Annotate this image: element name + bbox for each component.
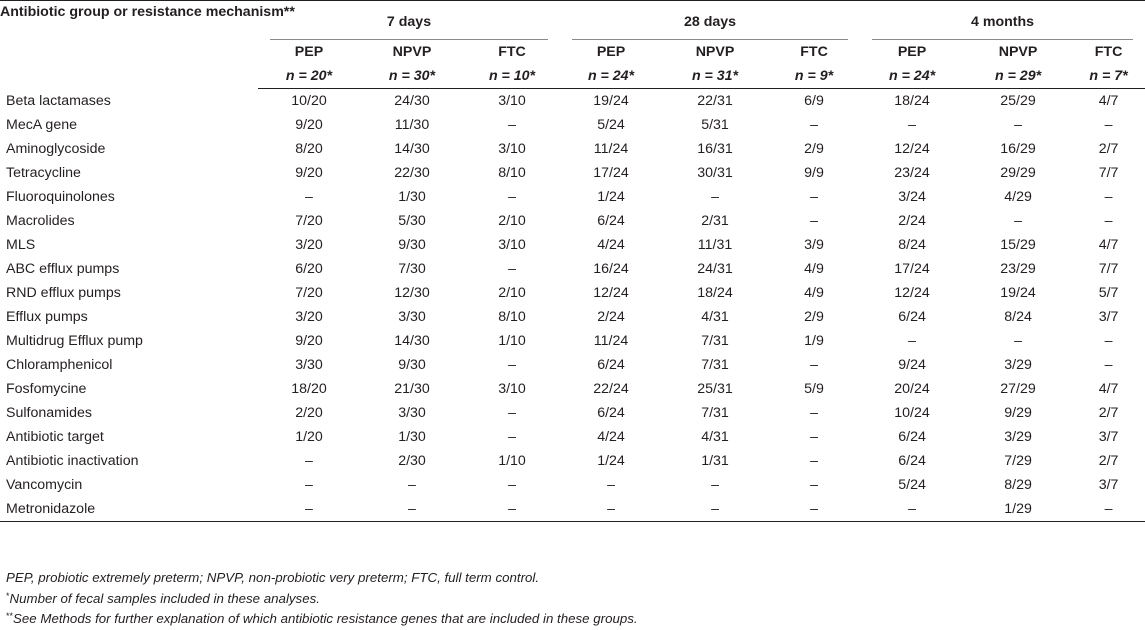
table-cell: 6/24 — [898, 429, 926, 445]
column-header — [560, 40, 662, 89]
table-cell: 18/24 — [697, 285, 733, 301]
table-cell: 4/31 — [701, 429, 729, 445]
table-cell: 3/30 — [398, 405, 426, 421]
table-cell: 3/10 — [498, 93, 526, 109]
table-cell: 3/20 — [295, 309, 323, 325]
table-row — [0, 113, 1145, 137]
column-header — [860, 40, 964, 89]
table-cell: 19/24 — [1000, 285, 1036, 301]
table-cell: 1/20 — [295, 429, 323, 445]
group-header-7-days: 7 days — [258, 0, 560, 40]
column-sample-size: n = 31* — [691, 68, 739, 84]
table-cell: – — [1104, 333, 1113, 349]
table-cell: 4/7 — [1098, 237, 1119, 253]
table-cell: 1/9 — [804, 333, 824, 349]
table-cell: 25/29 — [1000, 93, 1036, 109]
column-name: PEP — [897, 44, 927, 60]
table-cell: 19/24 — [593, 93, 629, 109]
table-cell: 3/24 — [898, 189, 926, 205]
table-cell: – — [1104, 117, 1113, 133]
table-cell: 12/24 — [894, 285, 930, 301]
table-cell: 2/24 — [898, 213, 926, 229]
table-cell: 9/29 — [1004, 405, 1032, 421]
table-row — [0, 185, 1145, 209]
row-label: Metronidazole — [0, 497, 258, 522]
table-cell: 25/31 — [697, 381, 733, 397]
table-cell: 9/20 — [295, 333, 323, 349]
table-cell: 1/24 — [597, 453, 625, 469]
column-header — [360, 40, 464, 89]
table-cell: 10/24 — [894, 405, 930, 421]
table-cell: – — [1104, 189, 1113, 205]
table-cell: 22/30 — [394, 165, 430, 181]
column-sample-size: n = 24* — [587, 68, 635, 84]
table-cell: 1/24 — [597, 189, 625, 205]
table-cell: – — [305, 189, 313, 205]
table-cell: – — [508, 189, 516, 205]
row-label: Chloramphenicol — [6, 357, 113, 373]
table-cell: 15/29 — [1000, 237, 1036, 253]
table-cell: – — [810, 453, 818, 469]
table-cell: – — [860, 497, 964, 522]
table-cell: – — [508, 357, 516, 373]
column-sample-size: n = 30* — [388, 68, 436, 84]
table-cell: 20/24 — [894, 381, 930, 397]
table-cell: 1/10 — [498, 333, 526, 349]
table-cell: – — [1014, 117, 1022, 133]
table-row — [0, 473, 1145, 497]
table-cell: 11/30 — [394, 117, 430, 133]
table-cell: – — [810, 429, 818, 445]
table-cell: 17/24 — [593, 165, 629, 181]
row-label: Fluoroquinolones — [6, 189, 115, 205]
table-cell: 29/29 — [1000, 165, 1036, 181]
table-cell: 6/24 — [597, 213, 625, 229]
table-row — [0, 89, 1145, 114]
table-row — [0, 305, 1145, 329]
table-row — [0, 401, 1145, 425]
table-cell: 8/24 — [1004, 309, 1032, 325]
table-cell: – — [408, 477, 416, 493]
table-cell: – — [607, 477, 615, 493]
column-name: PEP — [596, 44, 626, 60]
column-name: NPVP — [392, 44, 432, 60]
column-header — [768, 40, 860, 89]
table-cell: – — [711, 189, 719, 205]
table-cell: 4/24 — [597, 429, 625, 445]
table-cell: 18/24 — [894, 93, 930, 109]
table-cell: 3/7 — [1098, 429, 1119, 445]
table-cell: 14/30 — [394, 141, 430, 157]
table-cell: – — [711, 477, 719, 493]
table-cell: 2/10 — [498, 213, 526, 229]
table-cell: 8/10 — [498, 309, 526, 325]
row-label: Beta lactamases — [6, 92, 111, 109]
column-header — [258, 40, 360, 89]
table-cell: 18/20 — [291, 381, 327, 397]
column-sample-size: n = 20* — [285, 68, 333, 84]
table-cell: – — [810, 477, 818, 493]
table-cell: – — [560, 497, 662, 522]
table-cell: – — [1072, 497, 1145, 522]
table-cell: 23/29 — [1000, 261, 1036, 277]
table-cell: – — [662, 497, 768, 522]
table-cell: 4/7 — [1098, 381, 1119, 397]
table-cell: 7/31 — [701, 405, 729, 421]
table-cell: – — [810, 405, 818, 421]
table-cell: 9/30 — [398, 357, 426, 373]
table-cell: – — [508, 429, 516, 445]
table-cell: 2/31 — [701, 213, 729, 229]
column-header — [964, 40, 1072, 89]
table-cell: – — [508, 261, 516, 277]
table-cell: 5/9 — [804, 381, 824, 397]
table-cell: 27/29 — [1000, 381, 1036, 397]
column-header — [662, 40, 768, 89]
table-cell: 7/29 — [1004, 453, 1032, 469]
table-cell: 5/24 — [597, 117, 625, 133]
table-cell: 7/7 — [1098, 261, 1119, 277]
sample-count-note: *Number of fecal samples included in these analyses. — [6, 590, 320, 606]
table-row — [0, 233, 1145, 257]
row-label: Antibiotic target — [6, 429, 104, 445]
table-cell: – — [258, 497, 360, 522]
column-sample-size: n = 10* — [488, 68, 536, 84]
table-row — [0, 257, 1145, 281]
table-cell: – — [305, 477, 313, 493]
table-cell: 22/31 — [697, 93, 733, 109]
column-name: FTC — [800, 44, 828, 60]
table-cell: 1/29 — [964, 497, 1072, 522]
table-cell: 5/7 — [1098, 285, 1119, 301]
row-label: Macrolides — [6, 213, 75, 229]
row-label: Sulfonamides — [6, 405, 92, 421]
table-cell: 3/29 — [1004, 357, 1032, 373]
table-cell: 4/9 — [804, 285, 824, 301]
table-cell: 3/7 — [1098, 309, 1119, 325]
table-row — [0, 209, 1145, 233]
table-cell: 10/20 — [291, 93, 327, 109]
table-cell: 17/24 — [894, 261, 930, 277]
table-cell: 4/29 — [1004, 189, 1032, 205]
table-cell: 6/24 — [597, 405, 625, 421]
table-cell: 1/30 — [398, 429, 426, 445]
table-cell: 4/31 — [701, 309, 729, 325]
methods-note: **See Methods for further explanation of which antibiotic resistance genes that are included in these groups. — [6, 611, 638, 626]
row-label: Fosfomycine — [6, 381, 87, 397]
row-label: Antibiotic inactivation — [6, 453, 139, 469]
table-cell: 24/30 — [394, 93, 430, 109]
table-cell: 9/9 — [804, 165, 824, 181]
table-cell: – — [768, 497, 860, 522]
table-cell: 22/24 — [593, 381, 629, 397]
table-cell: 23/24 — [894, 165, 930, 181]
table-cell: 14/30 — [394, 333, 430, 349]
table-cell: 24/31 — [697, 261, 733, 277]
table-cell: – — [1014, 213, 1022, 229]
table-cell: 3/10 — [498, 381, 526, 397]
table-cell: 6/20 — [295, 261, 323, 277]
table-cell: – — [810, 117, 818, 133]
table-cell: – — [1104, 357, 1113, 373]
table-cell: 2/10 — [498, 285, 526, 301]
row-label: Tetracycline — [6, 165, 81, 181]
column-header — [1072, 40, 1145, 89]
column-name: FTC — [498, 44, 526, 60]
table-cell: 9/24 — [898, 357, 926, 373]
table-cell: 2/30 — [398, 453, 426, 469]
table-header — [0, 0, 1145, 89]
table-cell: 16/24 — [593, 261, 629, 277]
stub-header: Antibiotic group or resistance mechanism** — [0, 4, 295, 20]
table-cell: 6/9 — [804, 93, 824, 109]
table-cell: 12/24 — [593, 285, 629, 301]
table-cell: 2/20 — [295, 405, 323, 421]
column-name: FTC — [1094, 44, 1123, 60]
table-row — [0, 449, 1145, 473]
table-cell: 11/24 — [593, 333, 629, 349]
table-cell: 6/24 — [597, 357, 625, 373]
table-cell: – — [810, 189, 818, 205]
table-cell: 9/20 — [295, 165, 323, 181]
table-cell: 3/30 — [398, 309, 426, 325]
table-cell: 5/31 — [701, 117, 729, 133]
column-sample-size: n = 9* — [794, 68, 834, 84]
table-row — [0, 497, 1145, 522]
table-cell: 6/24 — [898, 453, 926, 469]
table-cell: – — [508, 117, 516, 133]
table-cell: 4/9 — [804, 261, 824, 277]
table-cell: 30/31 — [697, 165, 733, 181]
row-label: ABC efflux pumps — [6, 261, 120, 277]
table-cell: – — [810, 357, 818, 373]
table-row — [0, 353, 1145, 377]
table-cell: 1/30 — [398, 189, 426, 205]
table-row — [0, 377, 1145, 401]
table-cell: 8/10 — [498, 165, 526, 181]
table-cell: 1/31 — [701, 453, 729, 469]
table-cell: 5/24 — [898, 477, 926, 493]
table-cell: 11/24 — [593, 141, 629, 157]
table-cell: – — [908, 117, 916, 133]
table-cell: – — [360, 497, 464, 522]
group-header-28-days: 28 days — [560, 0, 860, 40]
table-body — [0, 89, 1145, 522]
table-row — [0, 425, 1145, 449]
column-sample-size: n = 7* — [1089, 68, 1128, 84]
row-label: Vancomycin — [6, 477, 83, 493]
table-cell: 7/20 — [295, 285, 323, 301]
table-cell: – — [810, 213, 818, 229]
table-cell: 3/7 — [1098, 477, 1119, 493]
table-cell: 1/10 — [498, 453, 526, 469]
column-name: NPVP — [695, 44, 735, 60]
table-cell: 8/24 — [898, 237, 926, 253]
table-cell: 3/20 — [295, 237, 323, 253]
table-cell: 7/7 — [1098, 165, 1119, 181]
table-cell: – — [464, 497, 560, 522]
row-label: MecA gene — [6, 117, 77, 133]
table-cell: 16/29 — [1000, 141, 1036, 157]
table-cell: 3/10 — [498, 237, 526, 253]
table-cell: 8/29 — [1004, 477, 1032, 493]
table-cell: 2/9 — [804, 141, 824, 157]
row-label: Efflux pumps — [6, 309, 88, 325]
row-label: MLS — [6, 237, 36, 253]
row-label: Multidrug Efflux pump — [6, 333, 143, 349]
table-cell: – — [1014, 333, 1022, 349]
abbreviation-note: PEP, probiotic extremely preterm; NPVP, non-probiotic very preterm; FTC, full term control. — [6, 570, 540, 585]
table-cell: 3/30 — [295, 357, 323, 373]
table-cell: 11/31 — [697, 237, 733, 253]
column-sample-size: n = 24* — [888, 68, 936, 84]
column-sample-size: n = 29* — [994, 68, 1042, 84]
table-cell: 2/7 — [1098, 405, 1119, 421]
table-cell: 7/20 — [295, 213, 323, 229]
table-cell: 9/20 — [295, 117, 323, 133]
table-cell: 4/24 — [597, 237, 625, 253]
table-cell: 6/24 — [898, 309, 926, 325]
column-name: NPVP — [998, 44, 1038, 60]
table-row — [0, 137, 1145, 161]
column-name: PEP — [294, 44, 324, 60]
table-cell: 9/30 — [398, 237, 426, 253]
table-cell: 12/24 — [894, 141, 930, 157]
table-row — [0, 281, 1145, 305]
table-cell: – — [508, 405, 516, 421]
table-cell: 21/30 — [394, 381, 430, 397]
table-cell: 7/31 — [701, 333, 729, 349]
table-cell: 5/30 — [398, 213, 426, 229]
table-cell: 2/7 — [1098, 453, 1119, 469]
row-label: Aminoglycoside — [6, 141, 106, 157]
table-cell: 3/9 — [804, 237, 824, 253]
table-cell: 2/7 — [1098, 141, 1119, 157]
table-cell: – — [908, 333, 916, 349]
row-label: RND efflux pumps — [6, 285, 121, 301]
table-cell: – — [508, 477, 516, 493]
table-cell: – — [305, 453, 313, 469]
table-cell: 2/24 — [597, 309, 625, 325]
table-cell: 8/20 — [295, 141, 323, 157]
table-footnotes — [6, 568, 638, 630]
table-cell: 3/10 — [498, 141, 526, 157]
group-header-4-months: 4 months — [860, 0, 1145, 40]
table-cell: – — [1104, 213, 1113, 229]
table-cell: 12/30 — [394, 285, 430, 301]
table-row — [0, 161, 1145, 185]
table-row — [0, 329, 1145, 353]
table-cell: 16/31 — [697, 141, 733, 157]
column-header — [464, 40, 560, 89]
table-cell: 7/30 — [398, 261, 426, 277]
table-cell: 4/7 — [1098, 93, 1119, 109]
table-cell: 3/29 — [1004, 429, 1032, 445]
table-cell: 7/31 — [701, 357, 729, 373]
table-cell: 2/9 — [804, 309, 824, 325]
